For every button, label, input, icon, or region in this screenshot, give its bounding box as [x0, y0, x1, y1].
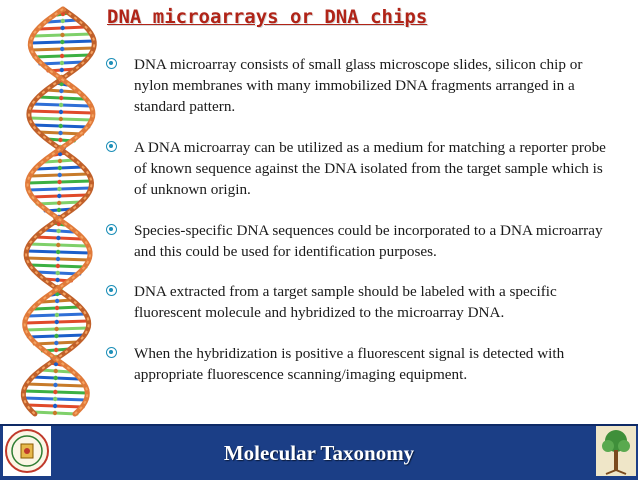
target-bullet-icon [106, 224, 117, 235]
target-bullet-icon [106, 141, 117, 152]
target-bullet-icon [106, 58, 117, 69]
tree-of-life-emblem-icon [596, 426, 636, 476]
footer-title: Molecular Taxonomy [223, 441, 415, 465]
slide-title: DNA microarrays or DNA chips [107, 6, 428, 28]
target-bullet-icon [106, 285, 117, 296]
list-item: A DNA microarray can be utilized as a medium for matching a reporter probe of known sequence against the DNA isolated from the target sample which is of unknown origin. [104, 137, 616, 200]
bullet-list [104, 54, 616, 405]
list-item: DNA microarray consists of small glass microscope slides, silicon chip or nylon membranes with many immobilized DNA fragments arranged in a standard pattern. [104, 54, 616, 117]
target-bullet-icon [106, 347, 117, 358]
list-item: When the hybridization is positive a fluorescent signal is detected with appropriate fluorescence scanning/imaging equipment. [104, 343, 616, 385]
dna-helix-icon [8, 4, 118, 419]
list-item: Species-specific DNA sequences could be incorporated to a DNA microarray and this could be used for identification purposes. [104, 220, 616, 262]
list-item: DNA extracted from a target sample should be labeled with a specific fluorescent molecule and hybridized to the microarray DNA. [104, 281, 616, 323]
